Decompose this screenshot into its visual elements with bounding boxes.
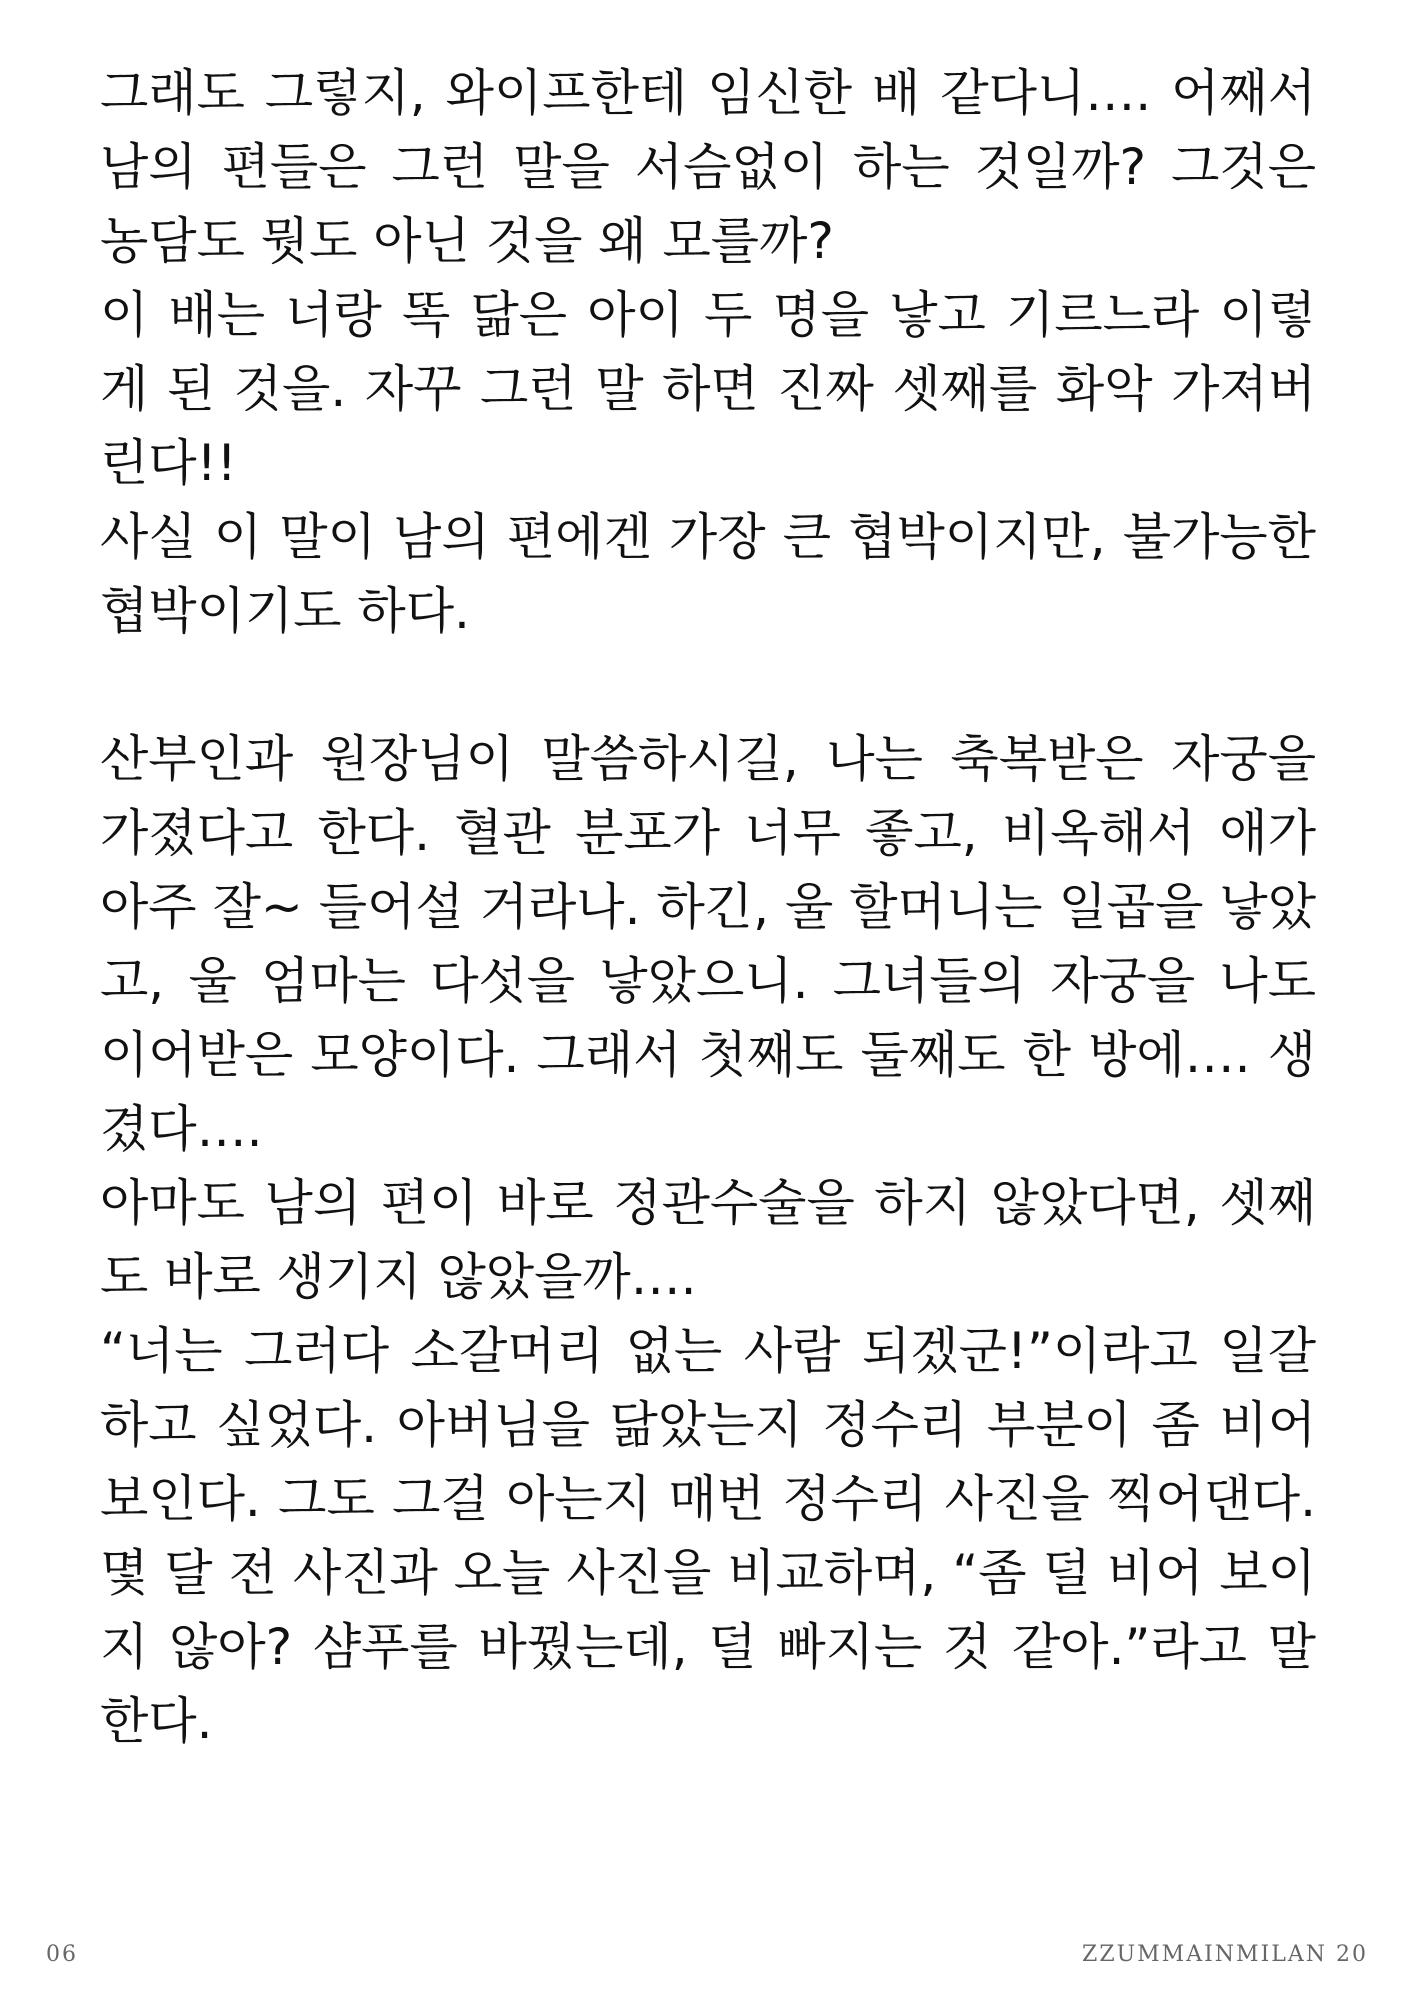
paragraph-spacer — [100, 648, 1316, 722]
paragraph: 산부인과 원장님이 말씀하시길, 나는 축복받은 자궁을 가졌다고 한다. 혈관 분포가 너무 좋고, 비옥해서 애가 아주 잘~ 들어설 거라나. 하긴, 울 할머니는 일곱을 낳았고, 울 엄마는 다섯을 낳았으니. 그녀들의 자궁을 나도 이어받은 모양이다. 그래서 첫째도 둘째도 한 방에…. 생겼다…. — [100, 730, 1316, 1158]
paragraph: 그래도 그렇지, 와이프한테 임신한 배 같다니…. 어째서 남의 편들은 그런 말을 서슴없이 하는 것일까? 그것은 농담도 뭣도 아닌 것을 왜 모를까? — [100, 64, 1316, 270]
paragraph: 사실 이 말이 남의 편에겐 가장 큰 협박이지만, 불가능한 협박이기도 하다. — [100, 508, 1316, 640]
publication-name: ZZUMMAINMILAN 20 — [1082, 1942, 1368, 1967]
paragraph: 아마도 남의 편이 바로 정관수술을 하지 않았다면, 셋째도 바로 생기지 않았을까…. — [100, 1174, 1316, 1306]
paragraph: 이 배는 너랑 똑 닮은 아이 두 명을 낳고 기르느라 이렇게 된 것을. 자꾸 그런 말 하면 진짜 셋째를 화악 가져버린다!! — [100, 286, 1316, 492]
paragraph: “너는 그러다 소갈머리 없는 사람 되겠군!”이라고 일갈하고 싶었다. 아버님을 닮았는지 정수리 부분이 좀 비어 보인다. 그도 그걸 아는지 매번 정수리 사진을 찍어댄다. 몇 달 전 사진과 오늘 사진을 비교하며, “좀 덜 비어 보이지 않아? 샴푸를 바꿨는데, 덜 빠지는 것 같아.”라고 말한다. — [100, 1322, 1316, 1750]
text-body — [100, 56, 1316, 1758]
page-number: 06 — [46, 1942, 78, 1967]
